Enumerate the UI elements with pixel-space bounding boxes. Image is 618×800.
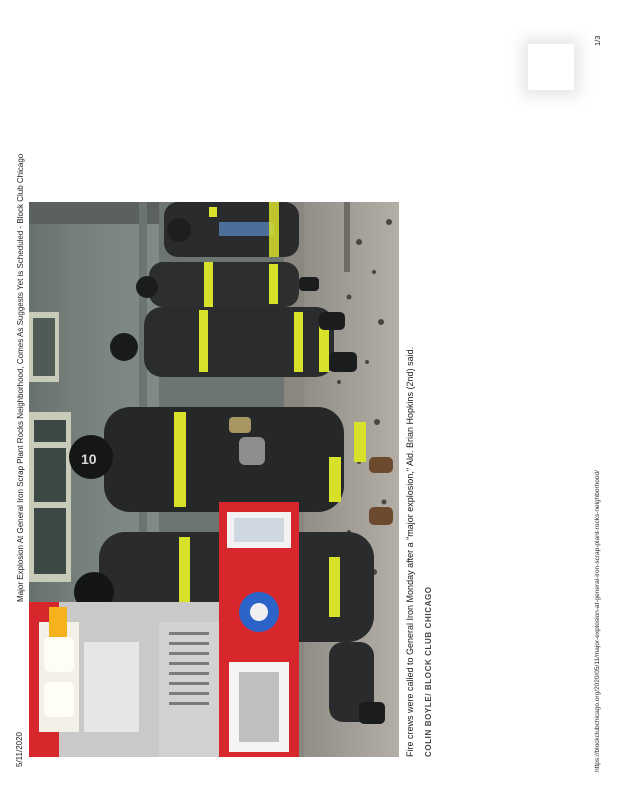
photo-caption: Fire crews were called to General Iron Monday after a "major explosion," Ald. Brian Hopkins (2nd) said.	[405, 346, 415, 757]
photo-credit: COLIN BOYLE/ BLOCK CLUB CHICAGO	[424, 586, 433, 757]
print-date: 5/11/2020	[15, 732, 24, 767]
print-url[interactable]: https://blockclubchicago.org/2020/05/11/major-explosion-at-general-iron-scrap-plant-rocks-neighborhood/	[594, 470, 601, 772]
svg-text:10: 10	[81, 451, 97, 467]
scan-mark	[528, 44, 574, 90]
article-photo	[29, 202, 399, 757]
print-page-title: Major Explosion At General Iron Scrap Plant Rocks Neighborhood, Comes As Suggests Yet is Scheduled - Block Club Chicago	[16, 153, 25, 602]
print-page-number: 1/3	[593, 35, 602, 46]
photo-scene	[29, 202, 399, 757]
